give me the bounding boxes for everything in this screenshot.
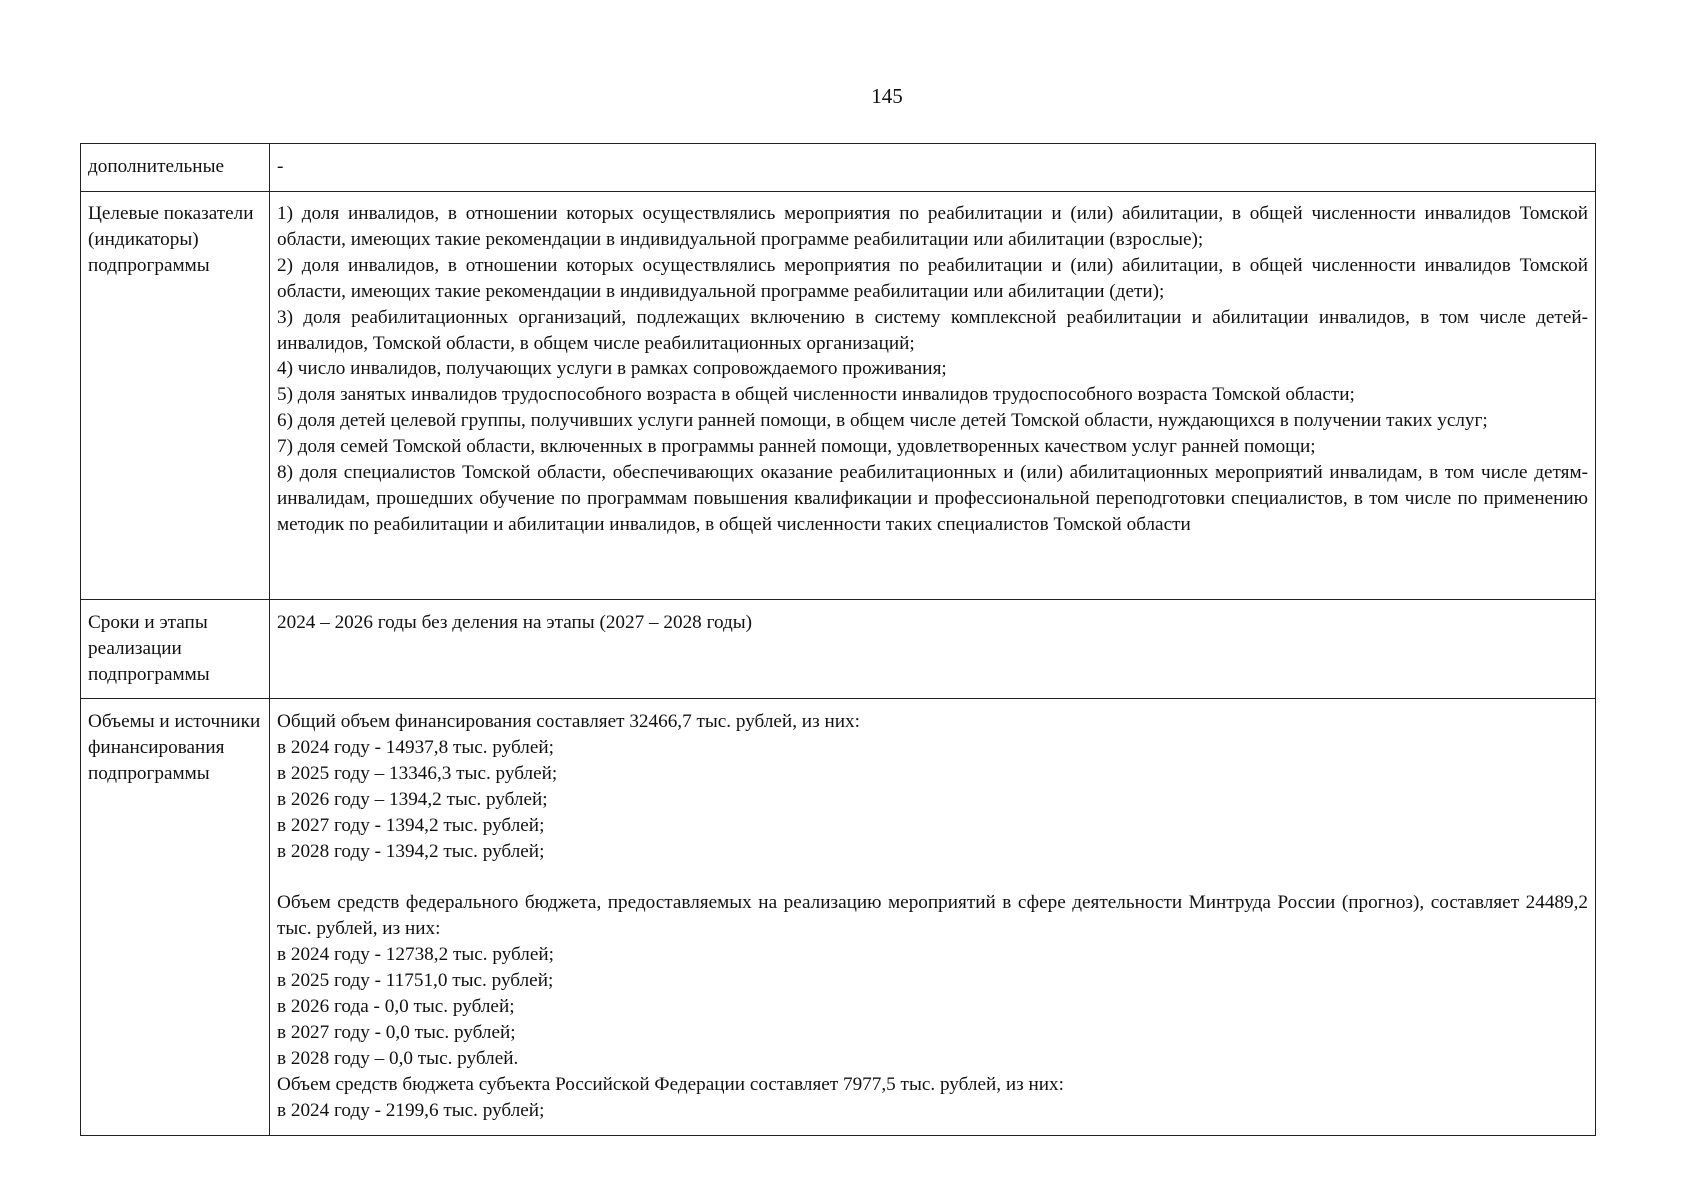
row-value-additional: - xyxy=(270,144,1596,192)
subprogram-passport-table xyxy=(80,143,1596,1136)
indicators-list xyxy=(270,192,1596,600)
funding-federal-year: в 2026 года - 0,0 тыс. рублей; xyxy=(277,996,515,1018)
funding-total-intro: Общий объем финансирования составляет 32466,7 тыс. рублей, из них: xyxy=(277,711,860,732)
table-row-timing xyxy=(81,600,1596,699)
indicator-item: 8) доля специалистов Томской области, обеспечивающих оказание реабилитационных и (или) абилитационных мероприятий инвалидам, в том числе детям-инвалидам, прошедших обучение по программам повышения квалификации и профессиональной переподготовки специалистов, в том числе по применению методик по реабилитации и абилитации инвалидов, в общей численности таких специалистов Томской области xyxy=(277,462,1588,535)
funding-regional-intro: Объем средств бюджета субъекта Российской Федерации составляет 7977,5 тыс. рублей, из них: xyxy=(277,1073,1064,1095)
funding-details xyxy=(270,699,1596,1136)
table-row-indicators xyxy=(81,192,1596,600)
row-value-timing: 2024 – 2026 годы без деления на этапы (2027 – 2028 годы) xyxy=(270,600,1596,699)
row-label-indicators: Целевые показатели (индикаторы) подпрограммы xyxy=(81,192,270,600)
paragraph-gap xyxy=(277,864,1588,890)
funding-total-year: в 2028 году - 1394,2 тыс. рублей; xyxy=(277,840,545,862)
funding-federal-year: в 2028 году – 0,0 тыс. рублей. xyxy=(277,1047,519,1069)
indicator-item: 7) доля семей Томской области, включенных в программы ранней помощи, удовлетворенных качеством услуг ранней помощи; xyxy=(277,436,1316,458)
funding-federal-intro: Объем средств федерального бюджета, предоставляемых на реализацию мероприятий в сфере деятельности Минтруда России (прогноз), составляет 24489,2 тыс. рублей, из них: xyxy=(277,892,1588,940)
indicator-item: 6) доля детей целевой группы, получивших услуги ранней помощи, в общем числе детей Томской области, нуждающихся в получении таких услуг; xyxy=(277,410,1488,432)
page-number: 145 xyxy=(871,84,903,108)
funding-federal-year: в 2027 году - 0,0 тыс. рублей; xyxy=(277,1021,516,1043)
funding-total-year: в 2025 году – 13346,3 тыс. рублей; xyxy=(277,762,558,784)
indicator-item: 2) доля инвалидов, в отношении которых осуществлялись мероприятия по реабилитации и (или) абилитации, в общей численности инвалидов Томской области, имеющих такие рекомендации в индивидуальной программе реабилитации или абилитации (дети); xyxy=(277,254,1588,302)
funding-total-year: в 2027 году - 1394,2 тыс. рублей; xyxy=(277,814,545,836)
row-label-additional: дополнительные xyxy=(81,144,270,192)
row-label-funding: Объемы и источники финансирования подпрограммы xyxy=(81,699,270,1136)
funding-total-year: в 2026 году – 1394,2 тыс. рублей; xyxy=(277,788,548,810)
indicator-item: 5) доля занятых инвалидов трудоспособного возраста в общей численности инвалидов трудоспособного возраста Томской области; xyxy=(277,384,1355,406)
table-row-funding xyxy=(81,699,1596,1136)
funding-federal-year: в 2024 году - 12738,2 тыс. рублей; xyxy=(277,944,554,966)
indicator-item: 3) доля реабилитационных организаций, подлежащих включению в систему комплексной реабилитации и абилитации инвалидов, в том числе детей-инвалидов, Томской области, в общем числе реабилитационных организаций; xyxy=(277,306,1588,354)
table-row-additional xyxy=(81,144,1596,192)
funding-regional-year: в 2024 году - 2199,6 тыс. рублей; xyxy=(277,1099,545,1121)
indicator-item: 4) число инвалидов, получающих услуги в рамках сопровождаемого проживания; xyxy=(277,358,947,380)
indicator-item: 1) доля инвалидов, в отношении которых осуществлялись мероприятия по реабилитации и (или) абилитации, в общей численности инвалидов Томской области, имеющих такие рекомендации в индивидуальной программе реабилитации или абилитации (взрослые); xyxy=(277,203,1588,250)
funding-federal-year: в 2025 году - 11751,0 тыс. рублей; xyxy=(277,970,554,992)
funding-total-year: в 2024 году - 14937,8 тыс. рублей; xyxy=(277,736,554,758)
row-label-timing: Сроки и этапы реализации подпрограммы xyxy=(81,600,270,699)
